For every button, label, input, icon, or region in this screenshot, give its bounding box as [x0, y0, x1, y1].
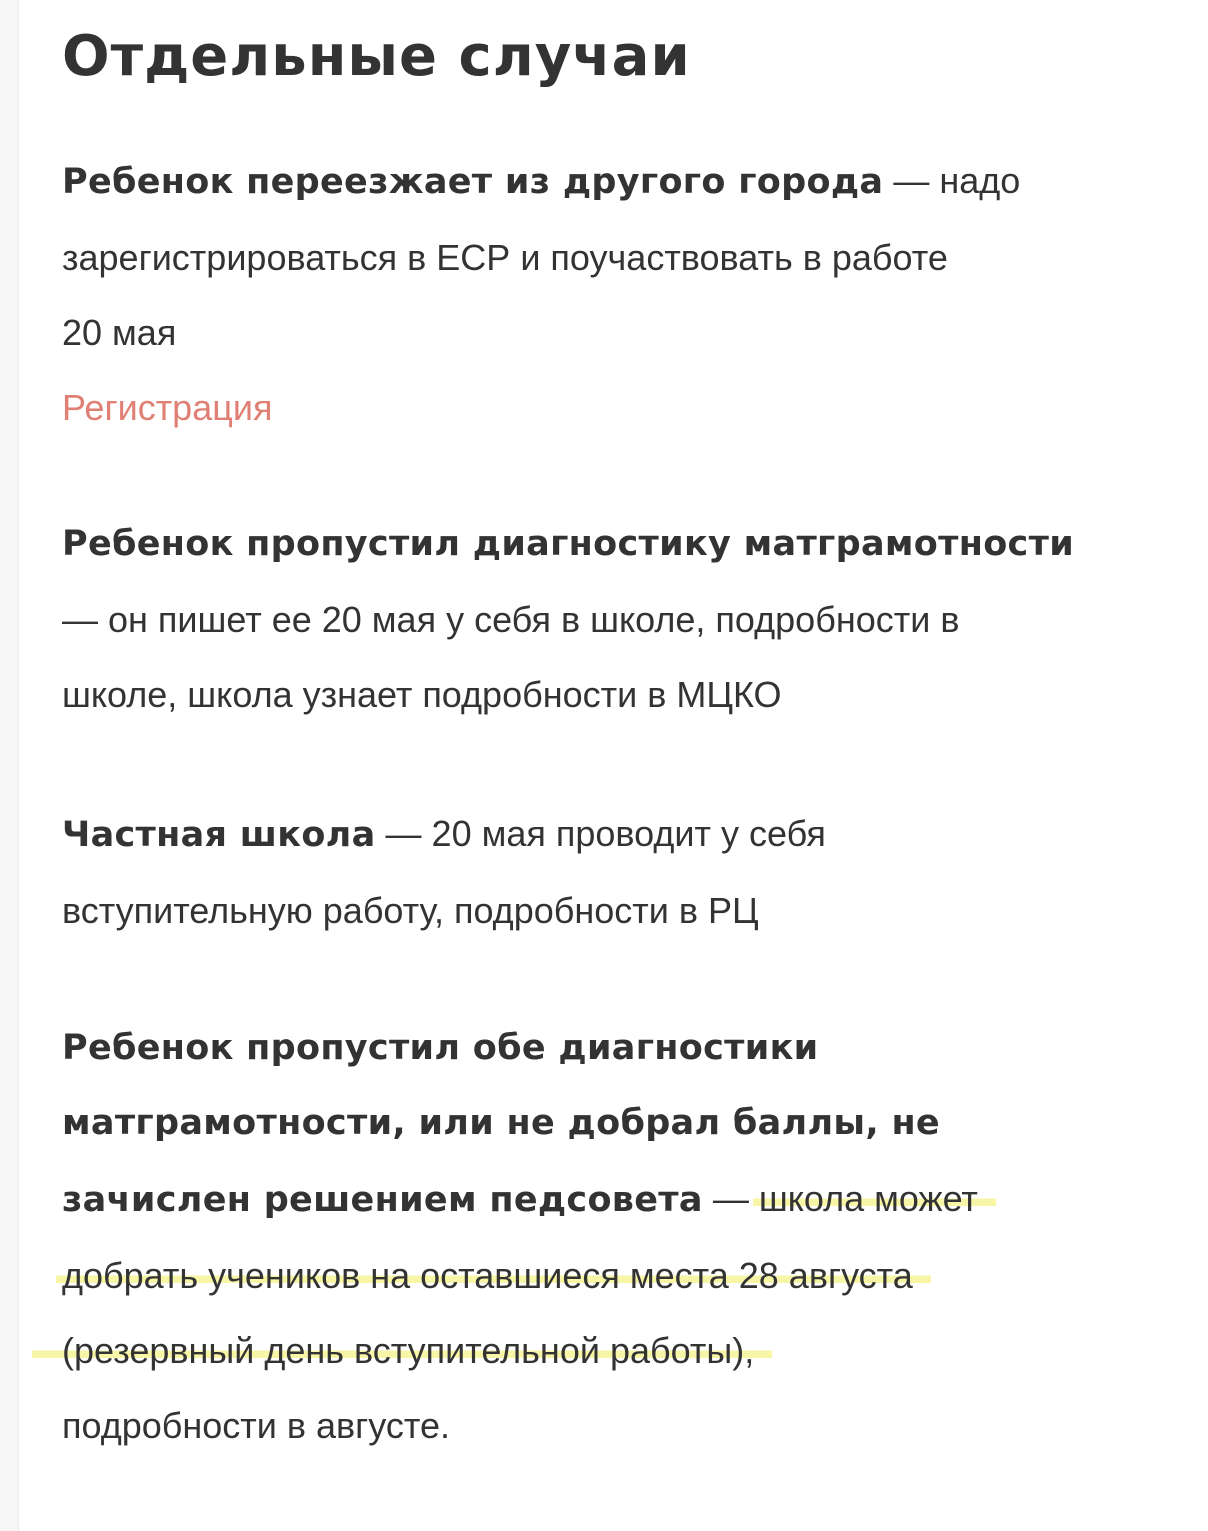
- highlight-3: (резервный день вступительной работы),: [32, 1330, 772, 1371]
- case-3-text-1: — 20 мая проводит у себя: [385, 813, 826, 854]
- case-private-school: [62, 796, 826, 948]
- case-moving-from-another-city: [62, 143, 1020, 445]
- case-1-line-1: [62, 143, 1020, 220]
- case-2-text-1: — он пишет ее 20 мая у себя в школе, подробности в: [62, 599, 960, 640]
- case-1-title: Ребенок переезжает из другого города: [62, 162, 884, 202]
- case-2-text-2: школе, школа узнает подробности в МЦКО: [62, 674, 782, 715]
- case-3-title: Частная школа: [62, 815, 376, 855]
- case-1-text-2: зарегистрироваться в ЕСР и поучаствовать в работе: [62, 237, 948, 278]
- case-3-text-2: вступительную работу, подробности в РЦ: [62, 890, 759, 931]
- case-4-title-2: матграмотности, или не добрал баллы, не: [62, 1103, 940, 1143]
- highlight-1: школа может: [753, 1178, 996, 1219]
- case-missed-math-diagnostic: [62, 507, 1074, 732]
- case-missed-both-diagnostics: [62, 1011, 996, 1463]
- registration-link[interactable]: Регистрация: [62, 387, 273, 428]
- case-4-title-3: зачислен решением педсовета: [62, 1180, 703, 1220]
- case-1-text-1: — надо: [893, 160, 1021, 201]
- page-title: Отдельные случаи: [62, 24, 691, 89]
- case-2-title: Ребенок пропустил диагностику матграмотности: [62, 524, 1075, 564]
- case-4-text-last: подробности в августе.: [62, 1405, 451, 1446]
- case-4-dash: —: [712, 1178, 749, 1219]
- case-1-text-3: 20 мая: [62, 312, 177, 353]
- case-4-line-3: [62, 1161, 996, 1238]
- case-4-title-1: Ребенок пропустил обе диагностики: [62, 1028, 819, 1068]
- highlight-2: добрать учеников на оставшиеся места 28 августа: [56, 1255, 931, 1296]
- case-3-line-1: [62, 796, 826, 873]
- left-rail: [0, 0, 19, 1531]
